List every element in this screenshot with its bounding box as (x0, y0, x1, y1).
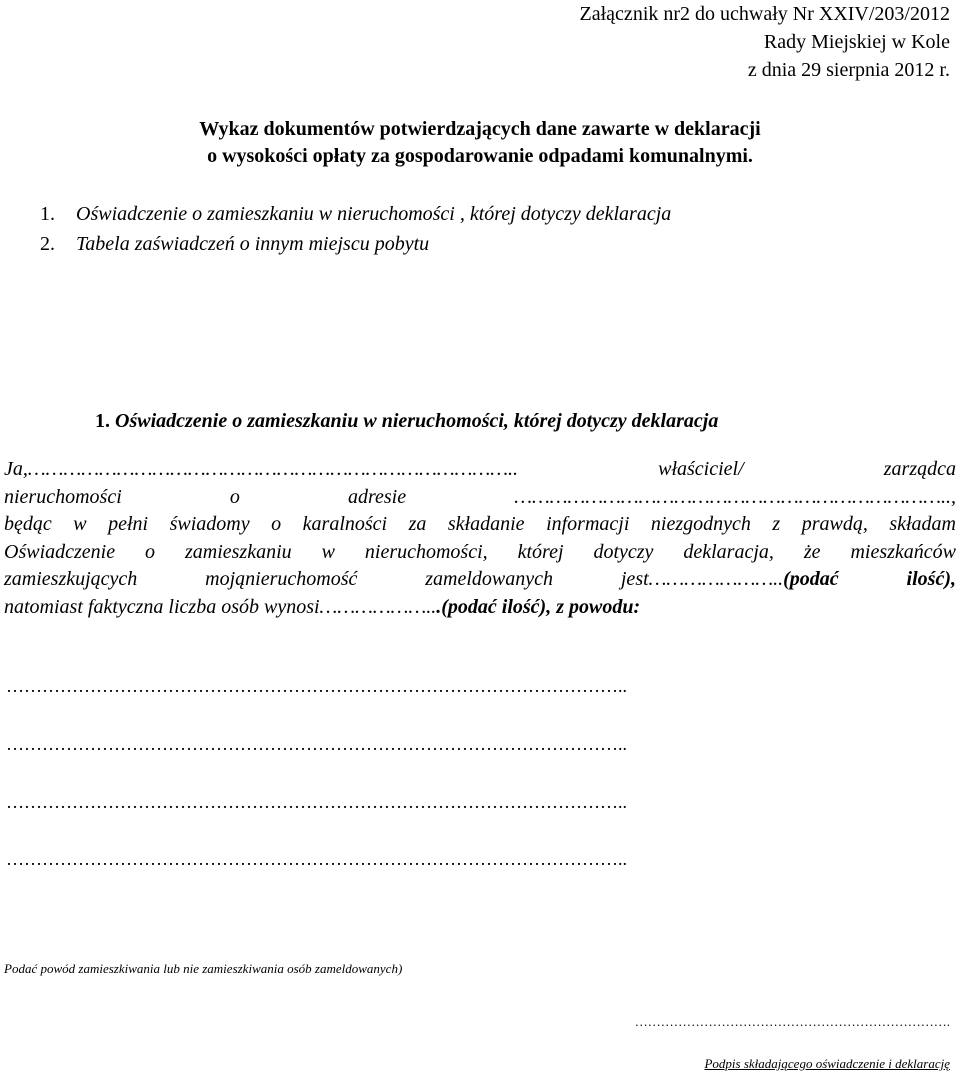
section-heading (95, 409, 718, 433)
reason-blank-line-1: ………………………………………………………………………………………….. (6, 676, 627, 696)
header-attachment-line: Załącznik nr2 do uchwały Nr XXIV/203/2012 (579, 3, 950, 25)
toc-item-2 (40, 232, 429, 256)
toc-item-number: 2. (40, 233, 55, 255)
signature-blank-line: ………………………………………………………………. (634, 1014, 950, 1029)
section-number: 1. (95, 410, 110, 432)
name-blank: Ja,……………………………………………………………………….. (4, 458, 659, 480)
declaration-line-6 (4, 594, 956, 622)
toc-item-1 (40, 202, 671, 226)
reason-blank-line-3: ………………………………………………………………………………………….. (6, 792, 627, 812)
owner-manager-label: właściciel/ zarządca (658, 458, 956, 480)
reason-footnote: Podać powód zamieszkiwania lub nie zamieszkiwania osób zameldowanych) (4, 961, 403, 976)
document-title-line-1: Wykaz dokumentów potwierdzających dane zawarte w deklaracji (199, 118, 761, 140)
toc-item-text: Tabela zaświadczeń o innym miejscu pobytu (76, 233, 430, 255)
document-title-line-2: o wysokości opłaty za gospodarowanie odpadami komunalnymi. (207, 145, 753, 167)
reason-blank-line-2: ………………………………………………………………………………………….. (6, 734, 627, 754)
reason-blank-line-4: ………………………………………………………………………………………….. (6, 849, 627, 869)
declaration-line-2: nieruchomości o adresie ……………………………………………………………….., (4, 485, 956, 508)
declaration-paragraph (4, 456, 956, 621)
declaration-line-3: będąc w pełni świadomy o karalności za składanie informacji niezgodnych z prawdą, składam (4, 513, 956, 535)
section-title: Oświadczenie o zamieszkaniu w nieruchomości, której dotyczy deklaracja (115, 410, 719, 432)
registered-count-blank: zamieszkujących mojąnieruchomość zameldowanych jest………………….. (4, 568, 784, 590)
declaration-line-5 (4, 566, 956, 594)
declaration-line-4: Oświadczenie o zamieszkaniu w nieruchomości, której dotyczy deklaracja, że mieszkańców (4, 540, 956, 563)
header-date-line: z dnia 29 sierpnia 2012 r. (747, 59, 950, 81)
toc-item-number: 1. (40, 203, 55, 225)
declaration-line-1 (4, 456, 956, 484)
toc-item-text: Oświadczenie o zamieszkaniu w nieruchomości , której dotyczy deklaracja (76, 203, 672, 225)
actual-count-blank: natomiast faktyczna liczba osób wynosi……………….. (4, 595, 437, 618)
registered-count-hint: (podać ilość), (783, 568, 956, 590)
actual-count-hint: .(podać ilość), z powodu: (436, 595, 641, 618)
signature-label: Podpis składającego oświadczenie i deklarację (704, 1056, 950, 1071)
header-council-line: Rady Miejskiej w Kole (763, 31, 950, 53)
